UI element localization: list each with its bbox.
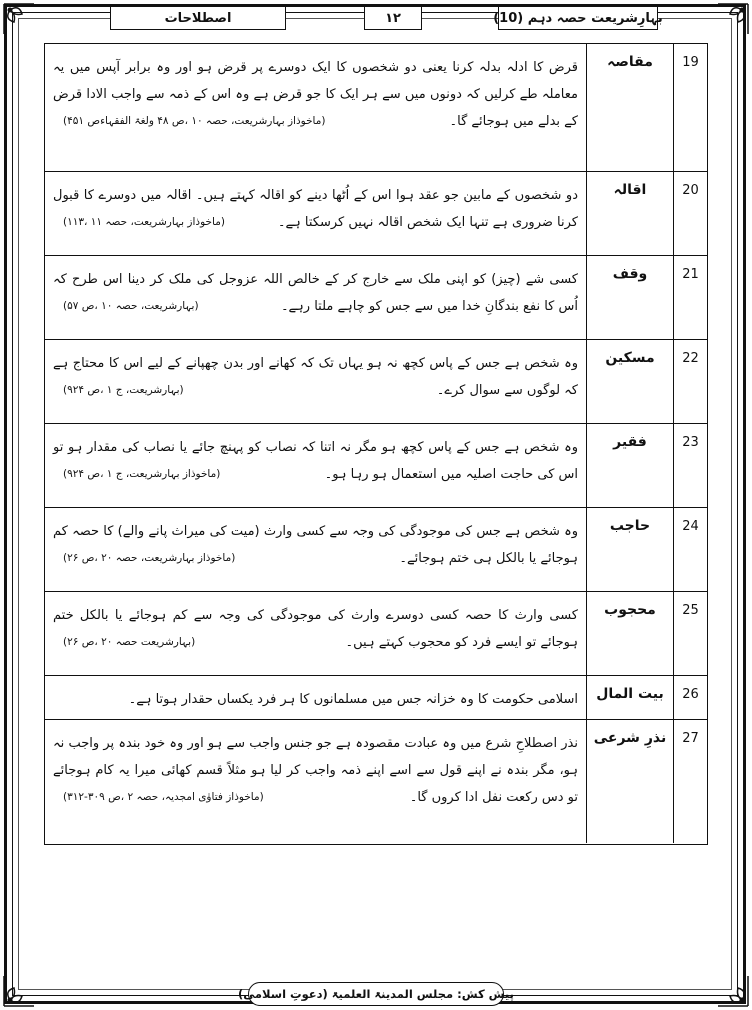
- table-row: [45, 44, 707, 172]
- corner-ornament-icon: [2, 2, 36, 36]
- term: اقالہ: [586, 172, 673, 255]
- term: نذرِ شرعی: [586, 720, 673, 843]
- term: فقیر: [586, 424, 673, 507]
- definition-cell: [45, 676, 586, 719]
- definition: وہ شخص ہے جس کے پاس کچھ ہو مگر نہ اتنا کہ نصاب کو پہنچ جائے یا نصاب کی مقدار ہو تو اس کی حاجت اصلیہ میں استعمال ہو رہا ہو۔: [53, 440, 578, 482]
- term: بیت المال: [586, 676, 673, 719]
- definition: وہ شخص ہے جس کی موجودگی کی وجہ سے کسی وارث (میت کی میراث پانے والے) کا حصہ کم ہوجائے یا بالکل ہی ختم ہوجائے۔: [53, 524, 578, 566]
- row-number: 27: [673, 720, 707, 843]
- row-number: 20: [673, 172, 707, 255]
- page-number: ۱۲: [364, 6, 422, 30]
- definition: کسی وارث کا حصہ کسی دوسرے وارث کی موجودگی کی وجہ سے کم ہوجائے یا بالکل ختم ہوجائے تو ایسے فرد کو محجوب کہتے ہیں۔: [53, 608, 578, 650]
- source-reference: (ماخوذاز بہارشریعت، حصہ ۱۰ ،ص ۴۸ ولغۃ الفقہاءص ۴۵۱): [63, 115, 326, 127]
- row-number: 23: [673, 424, 707, 507]
- book-title: بہارِشریعت حصہ دہم (10): [498, 6, 658, 30]
- definition: قرض کا ادلہ بدلہ کرنا یعنی دو شخصوں کا ایک دوسرے پر قرض ہو اور وہ برابر آپس میں یہ معاملہ طے کرلیں کہ دونوں میں سے ہر ایک کا جو قرض ہے وہ اس کے ذمہ سے واجب الادا قرض کے بدلے میں ہوجائے گا۔: [53, 60, 578, 129]
- source-reference: (ماخوذاز بہارشریعت، حصہ ۱۱ ،۱۱۳): [63, 216, 225, 228]
- publisher-footer: پیش کش: مجلس المدینۃ العلمیۃ (دعوتِ اسلامی): [248, 982, 504, 1006]
- term: حاجب: [586, 508, 673, 591]
- definition-cell: [45, 172, 586, 255]
- definition-cell: [45, 592, 586, 675]
- row-number: 25: [673, 592, 707, 675]
- section-title: اصطلاحات: [110, 6, 286, 30]
- table-row: [45, 592, 707, 676]
- table-row: [45, 720, 707, 843]
- table-row: [45, 676, 707, 720]
- corner-ornament-icon: [2, 974, 36, 1008]
- row-number: 21: [673, 256, 707, 339]
- row-number: 24: [673, 508, 707, 591]
- definition-cell: [45, 424, 586, 507]
- definition-cell: [45, 44, 586, 171]
- source-reference: (بہارشریعت حصہ ۲۰ ،ص ۲۶): [63, 636, 196, 648]
- page-header: [98, 6, 663, 32]
- table-row: [45, 340, 707, 424]
- table-row: [45, 424, 707, 508]
- term: مسکین: [586, 340, 673, 423]
- definition-cell: [45, 720, 586, 843]
- definition: وہ شخص ہے جس کے پاس کچھ نہ ہو یہاں تک کہ کھانے اور بدن چھپانے کے لیے اس کا محتاج ہے کہ لوگوں سے سوال کرے۔: [53, 356, 578, 398]
- source-reference: (ماخوذاز بہارشریعت، ج ۱ ،ص ۹۲۴): [63, 468, 221, 480]
- definition-cell: [45, 508, 586, 591]
- row-number: 22: [673, 340, 707, 423]
- row-number: 19: [673, 44, 707, 171]
- table-row: [45, 172, 707, 256]
- term: مقاصہ: [586, 44, 673, 171]
- source-reference: (بہارشریعت، حصہ ۱۰ ،ص ۵۷): [63, 300, 199, 312]
- table-row: [45, 508, 707, 592]
- row-number: 26: [673, 676, 707, 719]
- definition: نذر اصطلاحِ شرع میں وہ عبادت مقصودہ ہے جو جنس واجب سے ہو اور وہ خود بندہ پر واجب نہ ہو، مگر بندہ نے اپنے قول سے اسے اپنے ذمہ واجب کر لیا ہو مثلاً قسم کھائی میرا یہ کام ہوجائے تو دس رکعت نفل ادا کروں گا۔: [53, 736, 578, 805]
- definition: دو شخصوں کے مابین جو عقد ہوا اس کے اُٹھا دینے کو اقالہ کہتے ہیں۔ اقالہ میں دوسرے کا قبول کرنا ضروری ہے تنہا ایک شخص اقالہ نہیں کرسکتا ہے۔: [53, 188, 578, 230]
- glossary-table: [44, 43, 708, 845]
- definition: اسلامی حکومت کا وہ خزانہ جس میں مسلمانوں کا ہر فرد یکساں حقدار ہوتا ہے۔: [128, 692, 578, 707]
- term: محجوب: [586, 592, 673, 675]
- table-row: [45, 256, 707, 340]
- term: وقف: [586, 256, 673, 339]
- corner-ornament-icon: [716, 2, 750, 36]
- definition: کسی شے (چیز) کو اپنی ملک سے خارج کر کے خالص اللہ عزوجل کی ملک کر دینا اس طرح کہ اُس کا نفع بندگانِ خدا میں سے جس کو چاہے ملتا رہے۔: [53, 272, 578, 314]
- corner-ornament-icon: [716, 974, 750, 1008]
- source-reference: (بہارشریعت، ج ۱ ،ص ۹۲۴): [63, 384, 184, 396]
- definition-cell: [45, 340, 586, 423]
- definition-cell: [45, 256, 586, 339]
- source-reference: (ماخوذاز بہارشریعت، حصہ ۲۰ ،ص ۲۶): [63, 552, 236, 564]
- source-reference: (ماخوذاز فتاوٰی امجدیہ، حصہ ۲ ،ص ۳۰۹-۳۱۲): [63, 791, 264, 803]
